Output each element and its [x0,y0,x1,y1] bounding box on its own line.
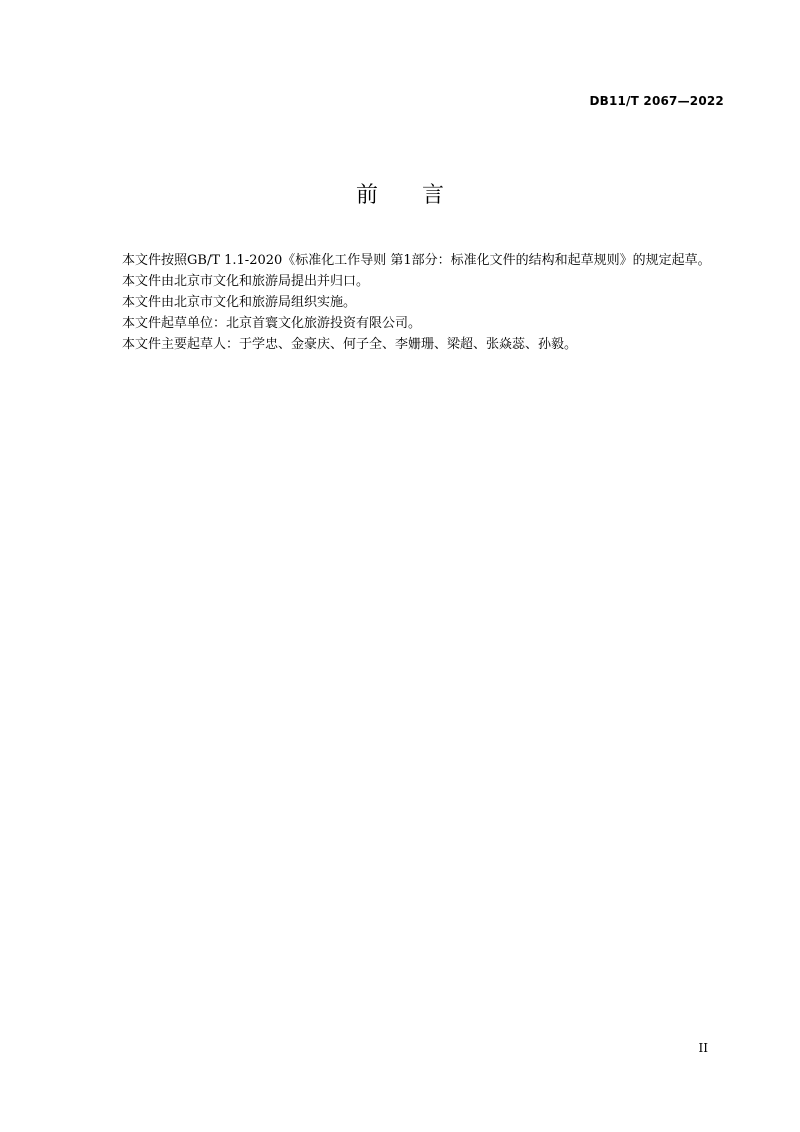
paragraph-implementer: 本文件由北京市文化和旅游局组织实施。 [122,295,357,310]
paragraph-drafting-unit: 本文件起草单位：北京首寰文化旅游投资有限公司。 [122,316,422,331]
title-char-1: 前 [355,183,378,208]
paragraph-proposer: 本文件由北京市文化和旅游局提出并归口。 [122,274,370,289]
paragraph-standard-reference: 本文件按照GB/T 1.1-2020《标准化工作导则 第1部分：标准化文件的结构和起草规则》的规定起草。 [122,253,711,268]
page-number: II [698,1041,708,1055]
foreword-body [96,250,728,355]
page-title [0,178,800,209]
title-char-2: 言 [422,183,445,208]
paragraph-drafters: 本文件主要起草人：于学忠、金豪庆、何子全、李姗珊、梁超、张焱蕊、孙毅。 [122,337,578,352]
document-id: DB11/T 2067—2022 [589,94,724,108]
